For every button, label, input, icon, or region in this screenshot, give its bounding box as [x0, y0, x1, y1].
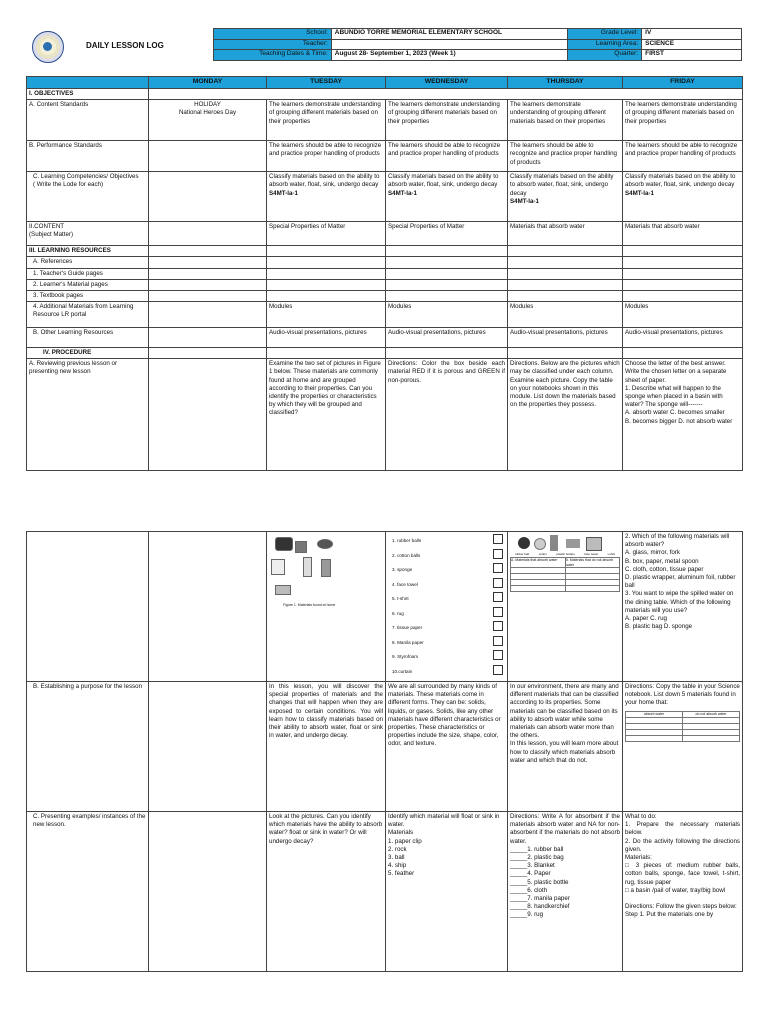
row-performance-standards: B. Performance Standards — [27, 141, 149, 172]
row-competencies: C. Learning Competencies/ Objectives ( Write the Lode for each) — [27, 172, 149, 222]
thu-examples — [508, 812, 623, 972]
quarter-label: Quarter: — [568, 50, 642, 61]
competency-code: S4MT-Ia-1 — [510, 197, 539, 205]
checklist-item — [392, 578, 505, 593]
competency-code: S4MT-Ia-1 — [269, 189, 298, 197]
day-monday: MONDAY — [149, 77, 267, 89]
day-tuesday: TUESDAY — [267, 77, 386, 89]
thu-pictures — [510, 533, 620, 553]
tue-content-std: The learners demonstrate understanding of grouping different materials based on their properties — [267, 100, 386, 141]
pic-label: t-shirt — [607, 552, 616, 556]
teacher-value — [331, 39, 568, 50]
thu-content: Materials that absorb water — [508, 222, 623, 246]
teacher-label: Teacher: — [214, 39, 332, 50]
item-label: 5. t-shirt — [392, 596, 409, 601]
mini-header-not-absorb: do not absorb water — [683, 711, 740, 717]
utensils-picture — [321, 559, 331, 577]
grade-label: Grade Level: — [568, 29, 642, 40]
checklist-item — [392, 665, 505, 680]
monday-holiday — [149, 100, 267, 141]
row-textbook-pages: 3. Textbook pages — [27, 290, 149, 301]
section-resources: III. LEARNING RESOURCES — [27, 246, 149, 257]
thu-purpose: In our environment, there are many and different materials that can be classified according to its properties. Some materials can be classified based on its ability to absorb water while some materials can absorb water more than the others. In this lesson, you will learn more about how to classify which materials absorb water and which that do not. — [508, 682, 623, 812]
competency-text: Classify materials based on the ability to absorb water, float, sink, undergo decay — [269, 173, 380, 189]
tue-competency — [267, 172, 386, 222]
bottle-picture — [550, 535, 558, 551]
wed-av: Audio-visual presentations, pictures — [386, 328, 508, 348]
wed-review: Directions: Color the box beside each material RED if it is porous and GREEN if non-porous. — [386, 359, 508, 471]
sponge-picture — [275, 585, 291, 595]
school-label: School: — [214, 29, 332, 40]
checkbox-icon — [493, 650, 503, 660]
day-thursday: THURSDAY — [508, 77, 623, 89]
deped-seal-icon — [32, 31, 64, 63]
fri-examples: What to do: 1. Prepare the necessary materials below. 2. Do the activity following the directions given. Materials: □ 3 pieces of: medium rubber balls, cotton balls, sponge, face towel, t-shirt, rug, tissue paper □ a basin /pail of water, tray/big bowl Directions: Follow the given steps below: Step 1. Put the materials one by — [623, 812, 743, 972]
thu-example-item: _____9. rug — [510, 911, 544, 919]
thu-examples-intro: Directions: Write A for absorbent if the materials absorb water and NA for non-absorbent if the materials do not absorb water. — [510, 813, 620, 845]
thu-example-item: _____8. handkerchief — [510, 903, 570, 911]
checkbox-icon — [493, 665, 503, 675]
fri-review-continued: 2. Which of the following materials will absorb water? A. glass, mirror, fork B. box, paper, metal spoon C. cloth, cotton, tissue paper D. plastic wrapper, aluminum foil, rubber ball 3. You want to wipe the spilled water on the dining table. Which of the following materials will you use? A. paper C. rug B. plastic bag D. sponge — [623, 532, 743, 682]
quarter-value: FIRST — [642, 50, 742, 61]
item-label: 3. sponge — [392, 567, 413, 572]
checkbox-icon — [493, 534, 503, 544]
item-label: 9. Styrofoam — [392, 654, 419, 659]
wed-purpose: We are all surrounded by many kinds of materials. These materials come in different forms. They can be: solids, liquids, or gases. Solids, like any other materials have different characteristics or properties. These characteristics or properties include the size, shape, color, odor, and texture. — [386, 682, 508, 812]
tue-review: Examine the two set of pictures in Figure 1 below. These materials are commonly found at home and are grouped according to their properties. Can you identify the properties or characteristics by which they will be grouped and classified? — [267, 359, 386, 471]
row-purpose: B. Establishing a purpose for the lesson — [27, 682, 149, 812]
checkbox-icon — [493, 549, 503, 559]
thu-competency — [508, 172, 623, 222]
pic-label: cotton — [538, 552, 547, 556]
figure-caption: Figure 1. Materials found at home — [283, 603, 336, 607]
day-wednesday: WEDNESDAY — [386, 77, 508, 89]
fri-content-std: The learners demonstrate understanding of grouping different materials based on their properties — [623, 100, 743, 141]
tue-figure-1 — [267, 532, 386, 682]
checkbox-icon — [493, 621, 503, 631]
pic-label: rubber ball — [514, 552, 530, 556]
figure-pictures — [269, 533, 383, 603]
thu-example-item: _____4. Paper — [510, 870, 551, 878]
fri-purpose-text: Directions: Copy the table in your Science notebook. List down 5 materials found in your home that: — [625, 683, 740, 707]
tue-perf-std: The learners should be able to recognize and practice proper handling of products — [267, 141, 386, 172]
row-content: II.CONTENT (Subject Matter) — [27, 222, 149, 246]
tue-modules: Modules — [267, 302, 386, 328]
pic-label: face towel — [584, 552, 598, 556]
thu-example-item: _____3. Blanket — [510, 862, 555, 870]
item-label: 4. face towel — [392, 581, 418, 587]
mini-header-absorb: absorb water — [626, 711, 683, 717]
pan-picture — [317, 539, 333, 549]
tue-examples: Look at the pictures. Can you identify which materials have the ability to absorb water? float or sink in water? Or will undergo decay? — [267, 812, 386, 972]
checklist-item — [392, 534, 505, 549]
competency-text: Classify materials based on the ability to absorb water, float, sink, undergo decay — [388, 173, 499, 189]
tue-purpose: In this lesson, you will discover the special properties of materials and the changes that will happen when they are exposed to certain conditions. You will learn how to classify materials based on their ability to absorb water, float or sink in water, and undergo decay. — [267, 682, 386, 812]
checklist-item — [392, 650, 505, 665]
corner-cell — [27, 77, 149, 89]
item-label: 10.curtain — [392, 668, 413, 674]
lesson-log-header — [26, 28, 742, 66]
row-tg-pages: 1. Teacher's Guide pages — [27, 268, 149, 279]
competency-text: Classify materials based on the ability to absorb water, float, sink, undergo decay — [510, 173, 614, 197]
thu-example-item: _____5. plastic bottle — [510, 878, 569, 886]
mini-header-left: A. Materials that absorb water — [511, 557, 566, 567]
row-examples: C. Presenting examples/ instances of the new lesson. — [27, 812, 149, 972]
row-references: A. References — [27, 257, 149, 268]
checkbox-icon — [493, 578, 503, 588]
dates-label: Teaching Dates & Time: — [214, 50, 332, 61]
fri-perf-std: The learners should be able to recognize and practice proper handling of products — [623, 141, 743, 172]
wed-modules: Modules — [386, 302, 508, 328]
lesson-log-table-continued — [26, 531, 743, 972]
checkbox-icon — [493, 592, 503, 602]
towel-picture — [566, 539, 580, 548]
thu-review: Directions. Below are the pictures which may be classified under each column. Examine each picture. Copy the table on your notebooks shown in this module. List down the materials based on the properties they possess. — [508, 359, 623, 471]
checkbox-icon — [493, 636, 503, 646]
fri-av: Audio-visual presentations, pictures — [623, 328, 743, 348]
thu-modules: Modules — [508, 302, 623, 328]
bread-picture — [271, 559, 285, 575]
section-procedure: IV. PROCEDURE — [27, 348, 149, 359]
wed-competency — [386, 172, 508, 222]
tue-av: Audio-visual presentations, pictures — [267, 328, 386, 348]
checkbox-icon — [493, 607, 503, 617]
header-info-table — [213, 28, 742, 61]
competency-text: Classify materials based on the ability to absorb water, float, sink, undergo decay — [625, 173, 736, 189]
row-lm-pages: 2. Learner's Material pages — [27, 279, 149, 290]
wed-content: Special Properties of Matter — [386, 222, 508, 246]
thu-perf-std: The learners should be able to recognize and practice proper handling of products — [508, 141, 623, 172]
tue-content: Special Properties of Matter — [267, 222, 386, 246]
checklist-item — [392, 607, 505, 622]
thu-av: Audio-visual presentations, pictures — [508, 328, 623, 348]
shirt-picture — [295, 541, 307, 553]
area-value: SCIENCE — [642, 39, 742, 50]
holiday-label: HOLIDAY — [194, 101, 221, 109]
competency-code: S4MT-Ia-1 — [388, 189, 417, 197]
checklist-item — [392, 621, 505, 636]
cotton-picture — [534, 538, 546, 550]
area-label: Learning Area: — [568, 39, 642, 50]
grade-value: IV — [642, 29, 742, 40]
thu-content-std: The learners demonstrate understanding of grouping different materials based on their properties — [508, 100, 623, 141]
school-value: ABUNDIO TORRE MEMORIAL ELEMENTARY SCHOOL — [331, 29, 568, 40]
item-label: 2. cotton balls — [392, 552, 421, 558]
rubber-ball-picture — [518, 537, 530, 549]
bottle-picture — [303, 557, 312, 577]
pic-label: plastic bottles — [556, 552, 575, 556]
checklist-items — [388, 533, 505, 679]
thu-classify-table — [508, 532, 623, 682]
fri-purpose — [623, 682, 743, 812]
bag-picture — [275, 537, 293, 551]
row-review: A. Reviewing previous lesson or presenting new lesson — [27, 359, 149, 471]
checklist-item — [392, 549, 505, 564]
document-title: DAILY LESSON LOG — [86, 41, 164, 50]
wed-content-std: The learners demonstrate understanding of grouping different materials based on their properties — [386, 100, 508, 141]
wed-checklist — [386, 532, 508, 682]
item-label: 6. rug — [392, 610, 404, 616]
row-content-standards: A. Content Standards — [27, 100, 149, 141]
absorb-mini-table — [510, 557, 620, 592]
item-label: 8. Manila paper — [392, 639, 424, 645]
row-other-resources: B. Other Learning Resources — [27, 328, 149, 348]
fri-review: Choose the letter of the best answer. Write the chosen letter on a separate sheet of paper. 1. Describe what will happen to the sponge when placed in a basin with water? The sponge will------- A. absorb water C. becomes smaller B. becomes bigger D. not absorb water — [623, 359, 743, 471]
checkbox-icon — [493, 563, 503, 573]
section-objectives: I. OBJECTIVES — [27, 88, 149, 99]
day-friday: FRIDAY — [623, 77, 743, 89]
lesson-log-table — [26, 76, 743, 471]
tshirt-picture — [586, 537, 602, 551]
thu-example-item: _____2. plastic bag — [510, 853, 564, 861]
item-label: 7. tissue paper — [392, 625, 423, 630]
dates-value: August 28- September 1, 2023 (Week 1) — [331, 50, 568, 61]
thu-example-item: _____1. rubber ball — [510, 845, 564, 853]
fri-modules: Modules — [623, 302, 743, 328]
wed-examples: Identify which material will float or sink in water. Materials 1. paper clip 2. rock 3. ball 4. ship 5. feather — [386, 812, 508, 972]
item-label: 1. rubber balls — [392, 538, 422, 543]
checklist-item — [392, 563, 505, 578]
row-additional-materials: 4. Additional Materials from Learning Resource LR portal — [27, 302, 149, 328]
fri-competency — [623, 172, 743, 222]
mini-header-right: B. Materials that do not absorb water — [565, 557, 620, 567]
thu-example-item: _____7. manila paper — [510, 894, 570, 902]
checklist-item — [392, 592, 505, 607]
fri-content: Materials that absorb water — [623, 222, 743, 246]
wed-perf-std: The learners should be able to recognize and practice proper handling of products — [386, 141, 508, 172]
checklist-item — [392, 636, 505, 651]
thu-example-item: _____6. cloth — [510, 886, 548, 894]
competency-code: S4MT-Ia-1 — [625, 189, 654, 197]
home-materials-mini-table — [625, 711, 740, 742]
holiday-name: National Heroes Day — [178, 109, 237, 117]
